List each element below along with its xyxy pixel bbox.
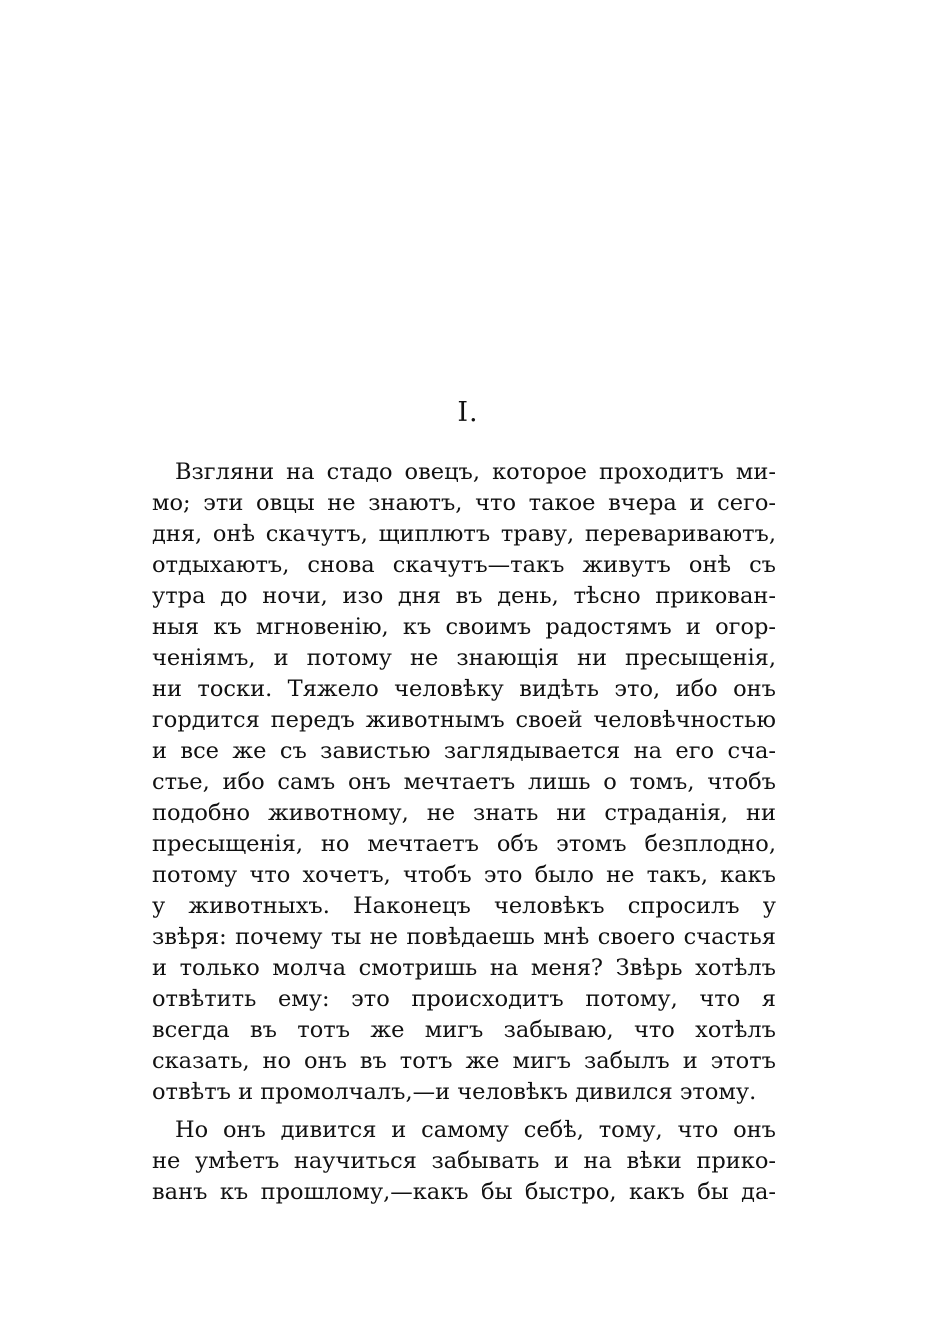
text-line: ченіямъ, и потому не знающія ни пресыщенія, (152, 645, 776, 671)
text-line: ныя къ мгновенію, къ своимъ радостямъ и огор- (152, 614, 776, 640)
text-line: и только молча смотришь на меня? Звѣрь хотѣлъ (152, 955, 776, 981)
text-line: утра до ночи, изо дня въ день, тѣсно прикован- (152, 583, 776, 609)
text-line: и все же съ завистью заглядывается на его сча- (152, 738, 776, 764)
text-line: гордится передъ животнымъ своей человѣчностью (152, 707, 776, 733)
text-line: не умѣетъ научиться забывать и на вѣки прико- (152, 1148, 776, 1174)
text-line: отвѣтъ и промолчалъ,—и человѣкъ дивился этому. (152, 1079, 757, 1105)
text-line: стье, ибо самъ онъ мечтаетъ лишь о томъ, чтобъ (152, 769, 776, 795)
paragraph-gap (152, 1108, 776, 1115)
text-line: потому что хочетъ, чтобъ это было не такъ, какъ (152, 862, 776, 888)
text-line: ни тоски. Тяжело человѣку видѣть это, ибо онъ (152, 676, 776, 702)
text-line: дня, онѣ скачутъ, щиплютъ траву, перевариваютъ, (152, 521, 776, 547)
text-line: подобно животному, не знать ни страданія, ни (152, 800, 776, 826)
chapter-numeral: I. (457, 397, 479, 428)
text-line: звѣря: почему ты не повѣдаешь мнѣ своего счастья (152, 924, 776, 950)
text-line: отдыхаютъ, снова скачутъ—такъ живутъ онѣ съ (152, 552, 776, 578)
text-line: пресыщенія, но мечтаетъ объ этомъ безплодно, (152, 831, 776, 857)
text-line: у животныхъ. Наконецъ человѣкъ спросилъ у (152, 893, 776, 919)
text-line: мо; эти овцы не знаютъ, что такое вчера и сего- (152, 490, 776, 516)
text-line: всегда въ тотъ же мигъ забываю, что хотѣлъ (152, 1017, 776, 1043)
text-line: Но онъ дивится и самому себѣ, тому, что онъ (175, 1117, 776, 1143)
text-line: ванъ къ прошлому,—какъ бы быстро, какъ бы да- (152, 1179, 776, 1205)
body-text (152, 457, 776, 1208)
text-line: Взгляни на стадо овецъ, которое проходитъ ми- (175, 459, 776, 485)
text-line: сказать, но онъ въ тотъ же мигъ забылъ и этотъ (152, 1048, 776, 1074)
text-line: отвѣтить ему: это происходитъ потому, что я (152, 986, 776, 1012)
